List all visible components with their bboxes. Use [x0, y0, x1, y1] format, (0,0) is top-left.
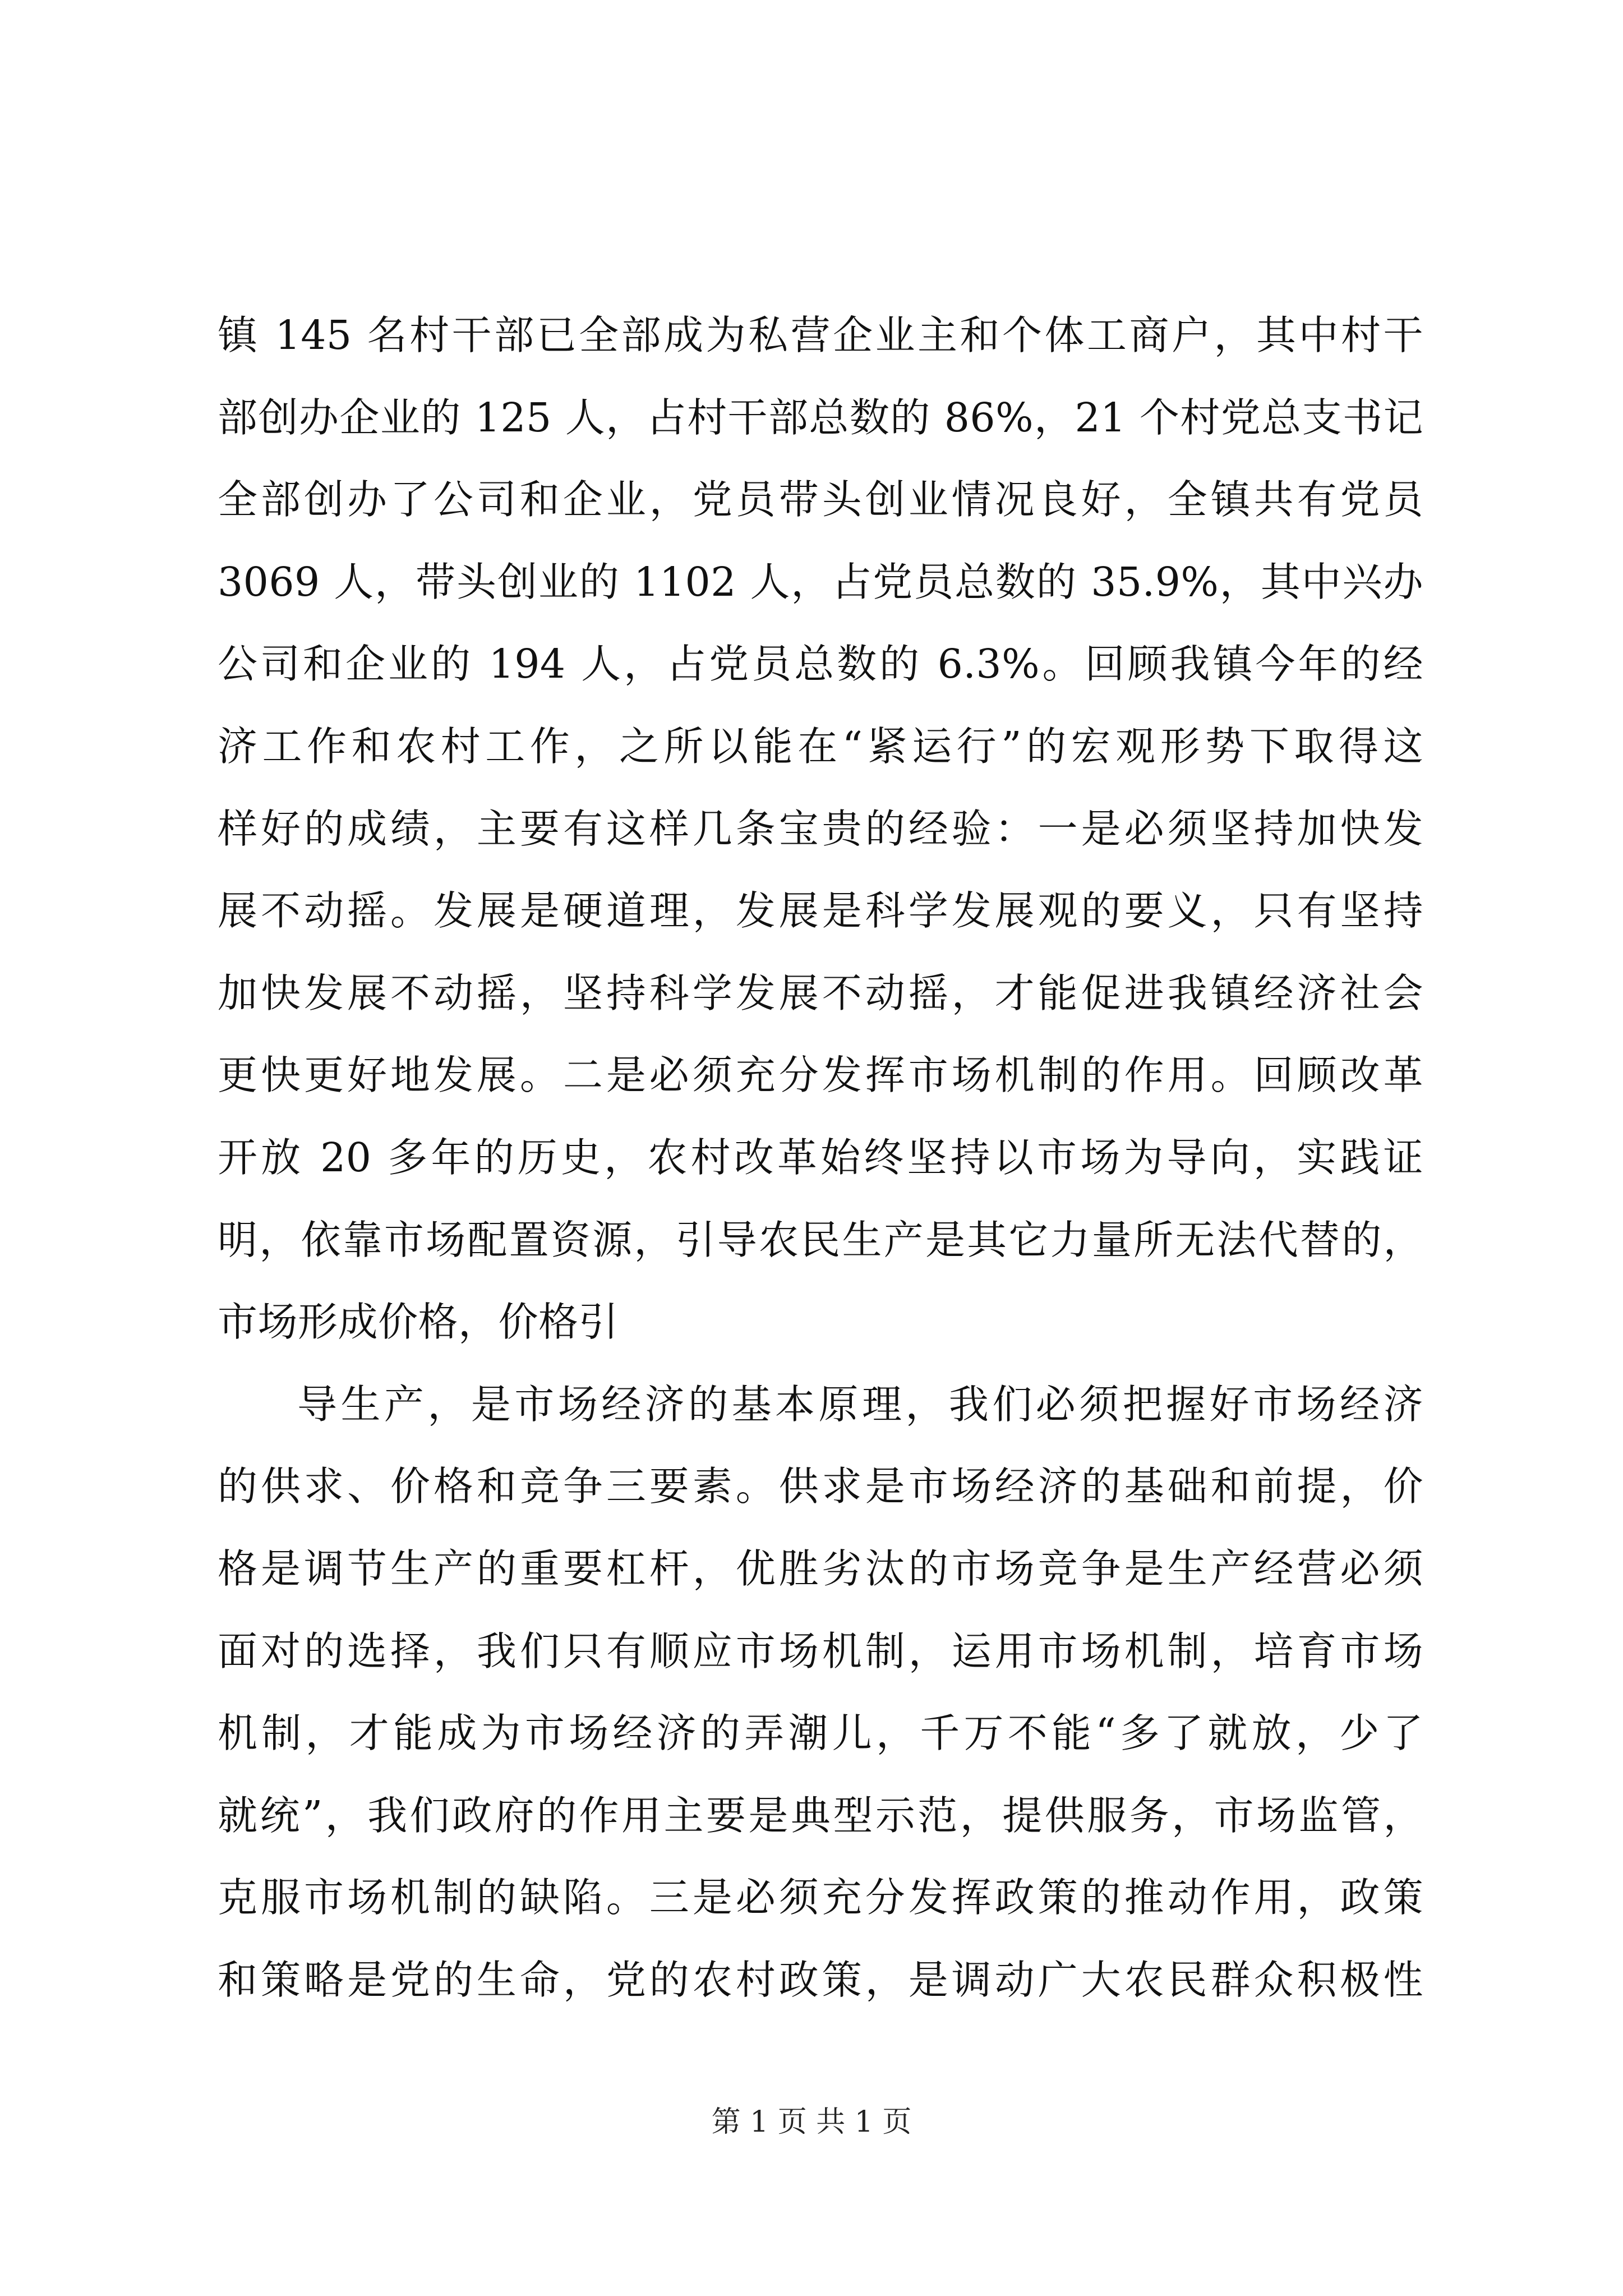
text-line: 市场形成价格，价格引 — [218, 1299, 619, 1346]
text-line: 公司和企业的 194 人，占党员总数的 6.3%。回顾我镇今年的经 — [218, 641, 1423, 688]
text-line: 克服市场机制的缺陷。三是必须充分发挥政策的推动作用，政策 — [218, 1874, 1423, 1921]
text-line: 更快更好地发展。二是必须充分发挥市场机制的作用。回顾改革 — [218, 1052, 1423, 1099]
text-line: 就统”，我们政府的作用主要是典型示范，提供服务，市场监管， — [218, 1792, 1423, 1839]
text-line: 展不动摇。发展是硬道理，发展是科学发展观的要义，只有坚持 — [218, 887, 1423, 935]
text-line: 开放 20 多年的历史，农村改革始终坚持以市场为导向，实践证 — [218, 1134, 1423, 1181]
text-line: 和策略是党的生命，党的农村政策，是调动广大农民群众积极性 — [218, 1956, 1423, 2003]
text-line: 3069 人，带头创业的 1102 人，占党员总数的 35.9%，其中兴办 — [218, 558, 1423, 605]
page-footer: 第 1 页 共 1 页 — [711, 2105, 912, 2139]
text-line-indented: 导生产，是市场经济的基本原理，我们必须把握好市场经济 — [297, 1381, 1423, 1428]
text-line: 镇 145 名村干部已全部成为私营企业主和个体工商户，其中村干 — [218, 312, 1423, 358]
text-line: 全部创办了公司和企业，党员带头创业情况良好，全镇共有党员 — [218, 476, 1423, 523]
text-line: 部创办企业的 125 人，占村干部总数的 86%，21 个村党总支书记 — [218, 394, 1423, 441]
text-line: 的供求、价格和竞争三要素。供求是市场经济的基础和前提，价 — [218, 1463, 1423, 1510]
text-line: 明，依靠市场配置资源，引导农民生产是其它力量所无法代替的， — [218, 1216, 1423, 1263]
text-line: 面对的选择，我们只有顺应市场机制，运用市场机制，培育市场 — [218, 1627, 1423, 1674]
text-line: 格是调节生产的重要杠杆，优胜劣汰的市场竞争是生产经营必须 — [218, 1545, 1423, 1592]
text-line: 加快发展不动摇，坚持科学发展不动摇，才能促进我镇经济社会 — [218, 969, 1423, 1016]
text-line: 济工作和农村工作，之所以能在“紧运行”的宏观形势下取得这 — [218, 723, 1423, 770]
body-text — [218, 295, 1423, 2021]
text-line: 样好的成绩，主要有这样几条宝贵的经验：一是必须坚持加快发 — [218, 805, 1423, 852]
text-line: 机制，才能成为市场经济的弄潮儿，千万不能“多了就放，少了 — [218, 1710, 1423, 1757]
